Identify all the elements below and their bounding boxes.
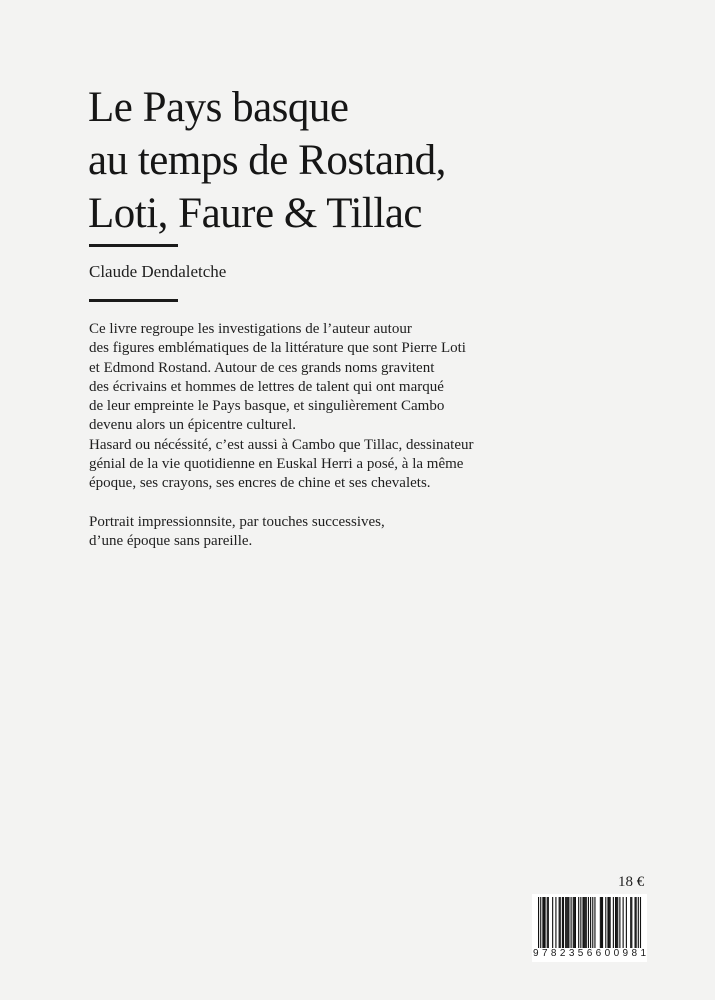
book-title [88, 81, 648, 240]
isbn-digit: 6 [595, 948, 602, 959]
barcode-bar [567, 897, 568, 948]
barcode-bar [594, 897, 595, 948]
barcode-bar [610, 897, 611, 948]
barcode-bar [613, 897, 614, 948]
barcode-bar [542, 897, 543, 948]
isbn-digit: 1 [640, 948, 646, 959]
blurb-line: Portrait impressionnsite, par touches successives, [89, 513, 385, 530]
barcode-bar [601, 897, 602, 948]
isbn-digit: 9 [622, 948, 629, 959]
barcode-bar [638, 897, 639, 950]
divider-bottom [89, 299, 178, 302]
blurb-line: et Edmond Rostand. Autour de ces grands noms gravitent [89, 359, 435, 376]
barcode-bar [640, 897, 641, 950]
barcode-bar [607, 897, 608, 948]
isbn-digit: 8 [631, 948, 638, 959]
title-line-3: Loti, Faure & Tillac [88, 190, 422, 237]
barcode-bar [573, 897, 574, 948]
title-line-2: au temps de Rostand, [88, 137, 446, 184]
blurb-line: des écrivains et hommes de lettres de talent qui ont marqué [89, 378, 444, 395]
barcode-bar [552, 897, 553, 948]
barcode-bar [600, 897, 601, 948]
blurb-line: des figures emblématiques de la littérature que sont Pierre Loti [89, 340, 466, 357]
barcode-bar [592, 897, 593, 948]
isbn-digit: 5 [577, 948, 584, 959]
barcode-bar [582, 897, 583, 948]
blurb-line: Hasard ou nécéssité, c’est aussi à Cambo que Tillac, dessinateur [89, 436, 474, 453]
barcode-bar [545, 897, 546, 948]
blurb [89, 320, 539, 551]
isbn-digits [532, 948, 647, 960]
barcode-bar [619, 897, 620, 948]
isbn-digit: 7 [541, 948, 548, 959]
barcode-bar [555, 897, 556, 948]
barcode-bar [565, 897, 566, 948]
barcode-bar [631, 897, 632, 948]
author-name: Claude Dendaletche [89, 262, 227, 281]
blurb-line: époque, ses crayons, ses encres de chine et ses chevalets. [89, 475, 431, 492]
barcode-bar [543, 897, 544, 948]
barcode-bars [532, 894, 647, 950]
barcode-bar [605, 897, 606, 948]
barcode-bar [560, 897, 561, 948]
barcode-bar [634, 897, 635, 948]
barcode-bar [580, 897, 581, 948]
barcode-bar [630, 897, 631, 948]
barcode-bar [559, 897, 560, 948]
isbn-digit: 2 [559, 948, 566, 959]
isbn-digit: 0 [604, 948, 611, 959]
isbn-digit: 9 [533, 948, 539, 959]
barcode-bar [602, 897, 603, 948]
blurb-line: d’une époque sans pareille. [89, 532, 253, 549]
title-line-1: Le Pays basque [88, 84, 349, 131]
isbn-digit: 3 [568, 948, 575, 959]
barcode-bar [548, 897, 549, 948]
isbn-barcode [532, 894, 647, 962]
barcode-bar [571, 897, 572, 948]
barcode-bar [547, 897, 548, 948]
barcode-bar [588, 897, 589, 950]
barcode-bar [566, 897, 567, 948]
barcode-bar [574, 897, 575, 948]
barcode-bar [575, 897, 576, 948]
barcode-bar [538, 897, 539, 950]
price-label: 18 € [618, 874, 645, 890]
barcode-bar [586, 897, 587, 948]
isbn-digit: 0 [613, 948, 620, 959]
barcode-bar [636, 897, 637, 948]
paragraph-gap [89, 494, 539, 513]
barcode-bar [562, 897, 563, 948]
barcode-bar [617, 897, 618, 948]
barcode-bar [590, 897, 591, 950]
barcode-bar [584, 897, 585, 948]
barcode-bar [623, 897, 624, 948]
barcode-bar [616, 897, 617, 948]
barcode-bar [563, 897, 564, 948]
barcode-bar [578, 897, 579, 948]
barcode-bar [568, 897, 569, 948]
barcode-bar [585, 897, 586, 948]
barcode-bar [608, 897, 609, 948]
blurb-line: génial de la vie quotidienne en Euskal Herri a posé, à la même [89, 456, 464, 473]
barcode-bar [540, 897, 541, 950]
barcode-bar [626, 897, 627, 948]
divider-top [89, 244, 178, 247]
isbn-digit: 8 [550, 948, 557, 959]
isbn-digit: 6 [586, 948, 593, 959]
blurb-line: Ce livre regroupe les investigations de l’auteur autour [89, 321, 412, 337]
barcode-bar [615, 897, 616, 948]
blurb-line: devenu alors un épicentre culturel. [89, 417, 296, 434]
blurb-line: de leur empreinte le Pays basque, et singulièrement Cambo [89, 398, 445, 415]
